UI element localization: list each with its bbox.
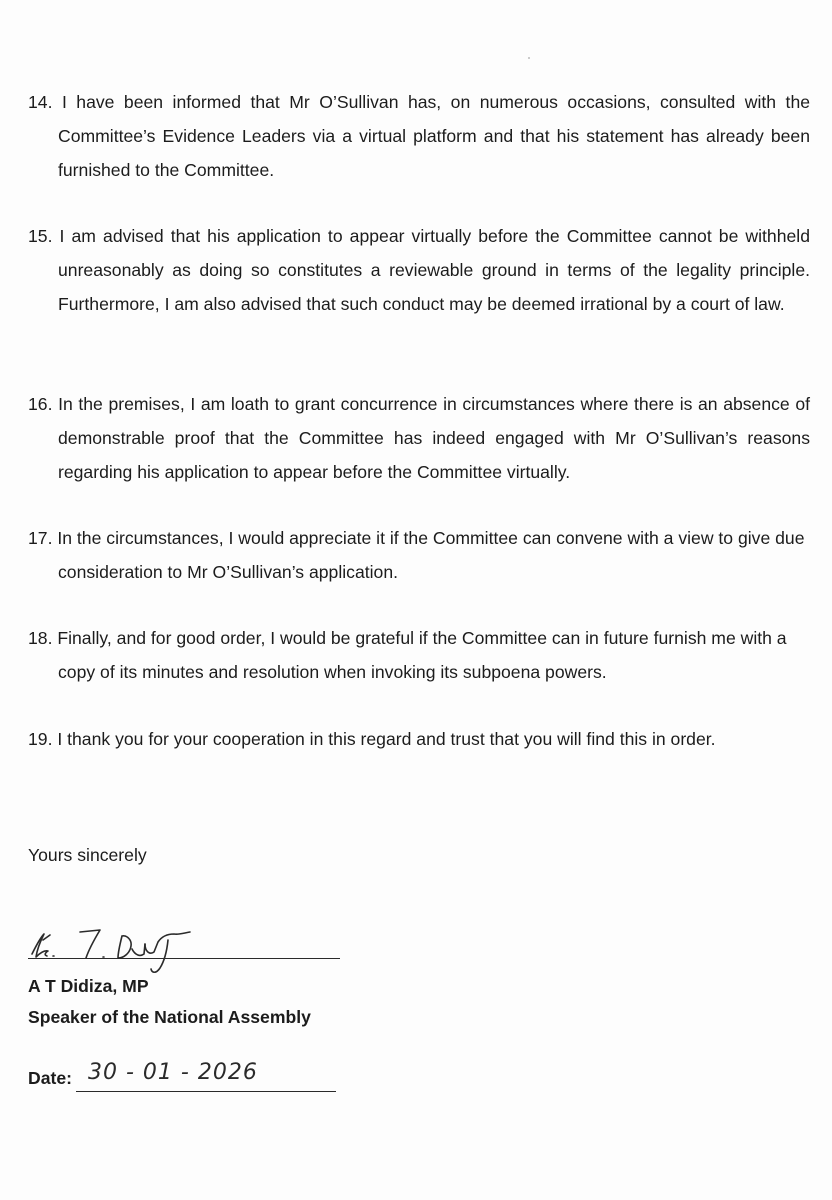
signature-line xyxy=(28,958,340,959)
paragraph-number: 14. xyxy=(28,92,53,112)
paragraph-number: 19. xyxy=(28,729,53,749)
paragraph-17 xyxy=(28,521,810,589)
paragraph-number: 17. xyxy=(28,528,53,548)
paragraph-15 xyxy=(28,219,810,321)
paragraph-text: In the circumstances, I would appreciate it if the Committee can convene with a view to give due consideration to Mr O’Sullivan’s application. xyxy=(57,528,805,582)
date-row xyxy=(28,1060,348,1096)
paragraph-number: 18. xyxy=(28,628,53,648)
paragraph-text: In the premises, I am loath to grant concurrence in circumstances where there is an absence of demonstrable proof that the Committee has indeed engaged with Mr O’Sullivan’s reasons regarding his application to appear before the Committee virtually. xyxy=(58,394,810,482)
date-label: Date: xyxy=(28,1068,72,1088)
paragraph-19 xyxy=(28,722,810,756)
paragraph-18 xyxy=(28,621,810,689)
paragraph-text: I am advised that his application to appear virtually before the Committee cannot be withheld unreasonably as doing so constitutes a reviewable ground in terms of the legality principle. Furthermore, I am also advised that such conduct may be deemed irrational by a court of law. xyxy=(58,226,810,314)
paragraph-number: 15. xyxy=(28,226,53,246)
paragraph-number: 16. xyxy=(28,394,53,414)
handwritten-date: 30 - 01 - 2026 xyxy=(88,1060,258,1085)
paragraph-text: Finally, and for good order, I would be grateful if the Committee can in future furnish me with a copy of its minutes and resolution when invoking its subpoena powers. xyxy=(57,628,787,682)
closing-salutation: Yours sincerely xyxy=(28,845,147,865)
paragraph-text: I have been informed that Mr O’Sullivan has, on numerous occasions, consulted with the Committee’s Evidence Leaders via a virtual platform and that his statement has already been furnished to the Committee. xyxy=(58,92,811,180)
paragraph-text: I thank you for your cooperation in this regard and trust that you will find this in order. xyxy=(57,729,716,749)
paragraph-16 xyxy=(28,387,810,489)
date-underline xyxy=(76,1091,336,1092)
scan-speck xyxy=(528,57,530,59)
signer-name: A T Didiza, MP xyxy=(28,976,149,996)
paragraph-14 xyxy=(28,85,810,187)
signer-title: Speaker of the National Assembly xyxy=(28,1007,311,1027)
